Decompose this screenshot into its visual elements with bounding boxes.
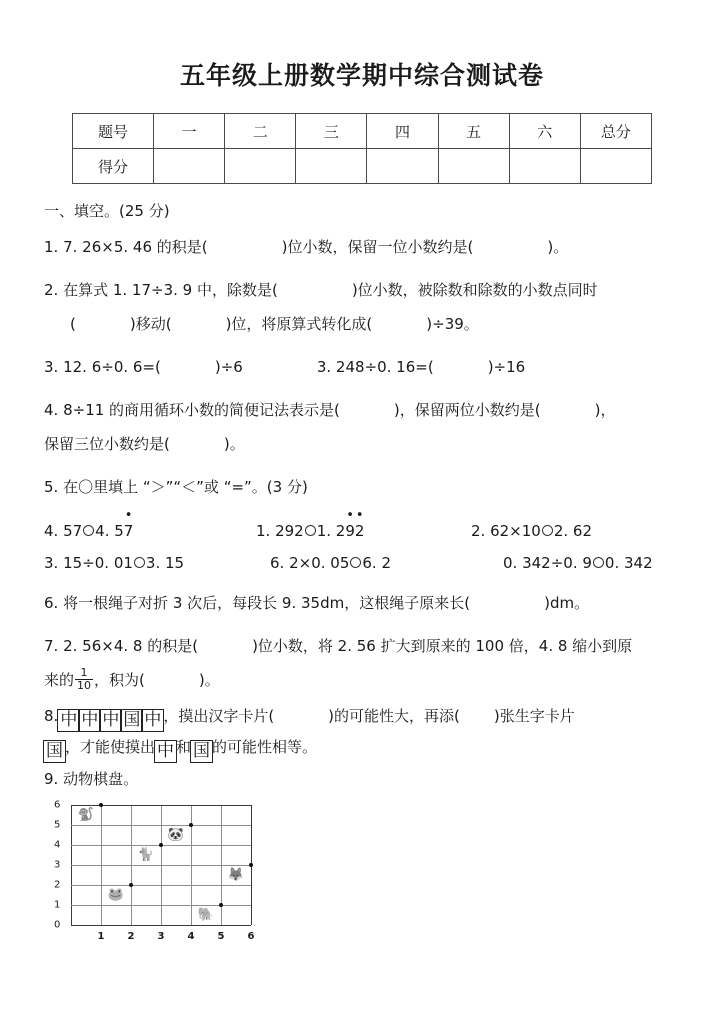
score-table-col-6: 六 (509, 114, 580, 149)
page-title: 五年级上册数学期中综合测试卷 (179, 61, 544, 90)
question-5-compare-row-2 (44, 554, 680, 572)
question-4-text-a: 4. 8÷11 的商用循环小数的简便记法表示是( (44, 401, 340, 419)
compare-circle-2[interactable] (305, 525, 316, 536)
monkey-icon: 🐒 (77, 806, 95, 822)
question-2-text-a: 2. 在算式 1. 17÷3. 9 中，除数是( (44, 281, 278, 299)
grid-y-tick-label: 5 (54, 819, 61, 831)
animal-chessboard-grid (44, 801, 304, 951)
score-table-row-label-question: 题号 (73, 114, 154, 149)
question-2-text-e: )位，将原算式转化成( (225, 315, 373, 333)
score-cell-total[interactable] (580, 149, 651, 184)
question-8-text-c: )张生字卡片 (493, 707, 575, 725)
question-7-text-d: ，积为( (94, 671, 145, 689)
question-7 (44, 629, 680, 697)
compare-circle-6[interactable] (593, 557, 604, 568)
grid-x-tick-label: 6 (247, 931, 255, 942)
compare-4-right: 3. 15 (145, 554, 185, 572)
character-card-5: 中 (141, 709, 164, 732)
question-7-line-1 (44, 629, 680, 663)
question-8-text-e: 和 (176, 738, 192, 756)
repeating-dot-1: 7 • (124, 522, 134, 540)
score-cell-6[interactable] (509, 149, 580, 184)
question-1 (44, 230, 680, 264)
compare-item-1 (44, 522, 256, 540)
question-6 (44, 586, 680, 620)
question-2-line-1 (44, 273, 680, 307)
compare-5-right: 6. 2 (362, 554, 391, 572)
elephant-icon: 🐘 (197, 906, 215, 922)
compare-1-left: 4. 57 (44, 522, 83, 540)
score-cell-4[interactable] (367, 149, 438, 184)
compare-item-6 (485, 554, 653, 572)
character-card-1: 中 (57, 709, 80, 732)
character-card-4: 国 (120, 709, 143, 732)
section-heading-fill-in-blanks: 一、填空。(25 分) (44, 202, 170, 220)
question-7-text-a: 7. 2. 56×4. 8 的积是( (44, 637, 199, 655)
question-8-text-b: )的可能性大，再添( (328, 707, 460, 725)
character-card-6: 国 (43, 740, 66, 763)
question-1-text-a: 1. 7. 26×5. 46 的积是( (44, 238, 208, 256)
compare-item-2 (256, 522, 471, 540)
table-row-question-numbers (73, 114, 652, 149)
fraction-one-tenth (75, 667, 93, 692)
question-6-text-a: 6. 将一根绳子对折 3 次后，每段长 9. 35dm，这根绳子原来长( (44, 594, 471, 612)
question-4-text-c: )， (594, 401, 616, 419)
character-card-group (58, 707, 163, 730)
question-3-part2-b: )÷16 (487, 358, 526, 376)
question-4-text-e: )。 (223, 435, 245, 453)
grid-x-tick-label: 1 (97, 931, 105, 942)
character-card-2: 中 (78, 709, 101, 732)
question-5-compare-row-1 (44, 522, 680, 540)
grid-y-tick-label: 4 (54, 839, 61, 851)
question-5-prompt: 5. 在〇里填上 “＞”“＜”或 “=”。(3 分) (44, 478, 308, 496)
compare-item-4 (44, 554, 256, 572)
question-8-text-f: 的可能性相等。 (212, 738, 318, 756)
grid-x-tick-label: 3 (157, 931, 165, 942)
compare-5-left: 6. 2×0. 05 (270, 554, 350, 572)
fraction-denominator: 10 (77, 678, 92, 692)
score-table-col-2: 二 (225, 114, 296, 149)
question-8-line-1 (44, 701, 680, 732)
score-table-col-total: 总分 (580, 114, 651, 149)
question-2-text-c: ( (70, 315, 76, 333)
question-4-line-2 (44, 427, 680, 461)
question-8 (44, 701, 680, 763)
score-cell-2[interactable] (225, 149, 296, 184)
question-7-text-c: 来的 (44, 671, 75, 689)
compare-6-left: 0. 342÷0. 9 (503, 554, 592, 572)
question-4 (44, 393, 680, 461)
cat-icon: 🐈 (137, 846, 155, 862)
grid-y-tick-label: 3 (54, 859, 61, 871)
score-table (72, 113, 652, 184)
question-8-text-a: ，摸出汉字卡片( (163, 707, 275, 725)
question-6-text-b: )dm。 (544, 594, 590, 612)
question-2-line-2 (44, 307, 680, 341)
grid-y-tick-label: 2 (54, 879, 61, 891)
question-4-line-1 (44, 393, 680, 427)
grid-x-tick-label: 5 (217, 931, 225, 942)
question-1-line-1 (44, 230, 680, 264)
compare-3-right: 2. 62 (553, 522, 592, 540)
compare-circle-1[interactable] (83, 525, 94, 536)
question-7-line-2 (44, 663, 680, 697)
score-cell-5[interactable] (438, 149, 509, 184)
question-3-part1-b: )÷6 (214, 358, 243, 376)
score-table-col-3: 三 (296, 114, 367, 149)
compare-circle-5[interactable] (350, 557, 361, 568)
panda-icon: 🐼 (167, 826, 185, 842)
compare-3-left: 2. 62×10 (471, 522, 541, 540)
grid-x-tick-label: 4 (187, 931, 195, 942)
question-5 (44, 470, 680, 504)
question-3-line-1 (44, 350, 680, 384)
grid-y-tick-label: 0 (54, 919, 61, 931)
question-4-text-d: 保留三位小数约是( (44, 435, 170, 453)
question-3-part1-a: 3. 12. 6÷0. 6=( (44, 358, 161, 376)
score-table-col-5: 五 (438, 114, 509, 149)
score-table-container (44, 113, 680, 184)
score-table-col-1: 一 (154, 114, 225, 149)
question-8-text-d: ，才能使摸出 (65, 738, 156, 756)
grid-y-tick-label: 1 (54, 899, 61, 911)
compare-2-left: 1. 292 (256, 522, 304, 540)
question-4-text-b: )，保留两位小数约是( (393, 401, 541, 419)
question-7-text-b: )位小数，将 2. 56 扩大到原来的 100 倍，4. 8 缩小到原 (252, 637, 633, 655)
question-1-text-b: )位小数，保留一位小数约是( (281, 238, 474, 256)
fraction-numerator: 1 (75, 667, 93, 680)
question-8-number: 8. (44, 707, 59, 725)
score-cell-3[interactable] (296, 149, 367, 184)
question-1-text-c: )。 (547, 238, 569, 256)
question-2 (44, 273, 680, 341)
compare-6-right: 0. 342 (604, 554, 653, 572)
score-table-col-4: 四 (367, 114, 438, 149)
question-2-text-f: )÷39。 (426, 315, 479, 333)
question-9 (44, 767, 680, 791)
question-6-line-1 (44, 586, 680, 620)
compare-item-5 (256, 554, 485, 572)
character-card-7: 中 (154, 740, 177, 763)
frog-icon: 🐸 (107, 886, 125, 902)
compare-circle-3[interactable] (542, 525, 553, 536)
question-8-line-2 (44, 732, 680, 763)
compare-circle-4[interactable] (134, 557, 145, 568)
repeating-dot-2a: 9 • (345, 522, 355, 540)
table-row-scores (73, 149, 652, 184)
repeating-dot-2b: 2 • (355, 522, 365, 540)
grid-y-tick-label: 6 (54, 799, 61, 811)
question-3-part2-a: 3. 248÷0. 16=( (316, 358, 434, 376)
question-3 (44, 350, 680, 384)
compare-4-left: 3. 15÷0. 01 (44, 554, 133, 572)
compare-2-right-pre: 1. 2 (316, 522, 346, 540)
compare-1-right-pre: 4. 5 (95, 522, 124, 540)
score-cell-1[interactable] (154, 149, 225, 184)
question-2-text-d: )移动( (129, 315, 172, 333)
character-card-3: 中 (99, 709, 122, 732)
question-7-text-e: )。 (198, 671, 220, 689)
question-2-text-b: )位小数，被除数和除数的小数点同时 (351, 281, 598, 299)
fox-icon: 🦊 (227, 866, 245, 882)
character-card-8: 国 (190, 740, 213, 763)
grid-x-tick-label: 2 (127, 931, 135, 942)
question-9-label: 9. 动物棋盘。 (44, 770, 139, 788)
score-table-row-label-score: 得分 (73, 149, 154, 184)
compare-item-3 (471, 522, 592, 540)
